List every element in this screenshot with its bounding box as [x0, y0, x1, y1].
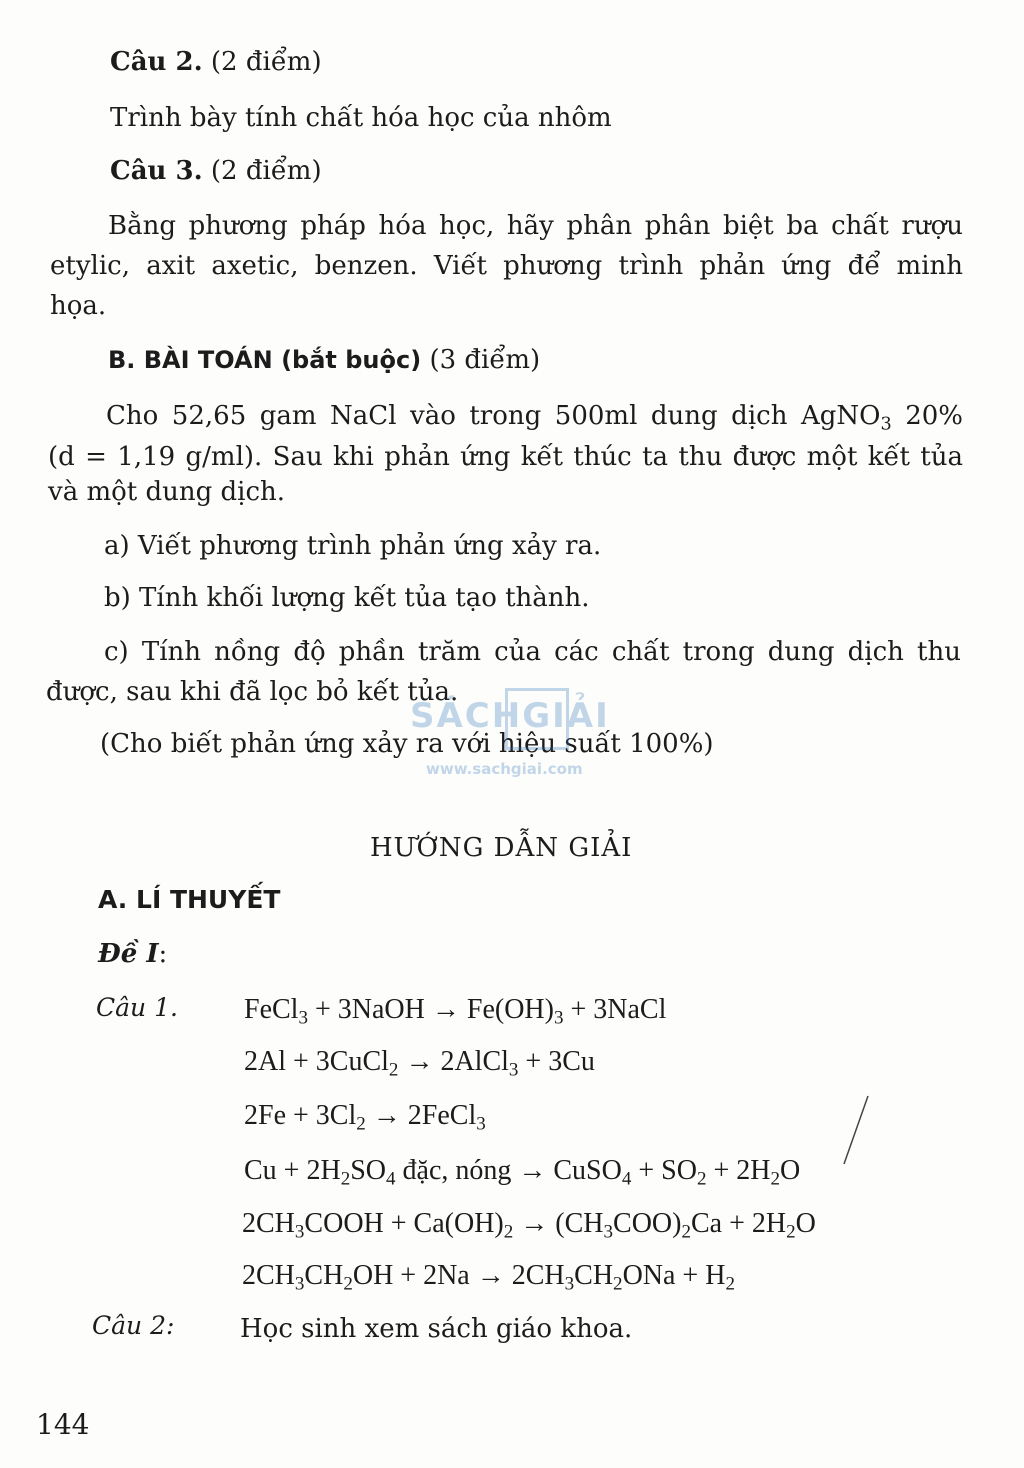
equation-text: OH + 2Na → 2CH: [352, 1260, 565, 1291]
equation-text: Cu + 2H: [244, 1155, 341, 1186]
equation-subscript: 2: [613, 1273, 623, 1295]
equation-text: + 2H: [706, 1155, 771, 1186]
question-3-line-2: etylic, axit axetic, benzen. Viết phương trình phản ứng để minh: [50, 251, 963, 281]
equation-text: FeCl: [244, 994, 299, 1025]
equation-text: 2CH: [242, 1260, 295, 1291]
equation-text: CH: [574, 1260, 614, 1291]
problem-line-1: Cho 52,65 gam NaCl vào trong 500ml dung dịch AgNO$_3$ 20%: [106, 401, 963, 435]
equation-text: 2CH: [242, 1208, 295, 1239]
watermark-url: www.sachgiai.com: [426, 760, 583, 778]
equation-text: 2Al + 3CuCl: [244, 1046, 389, 1077]
equation-text: SO: [350, 1155, 386, 1186]
equation-subscript: 2: [770, 1168, 780, 1190]
equation-3: [244, 1100, 486, 1135]
equation-text: COOH + Ca(OH): [304, 1208, 504, 1239]
problem-note: (Cho biết phản ứng xảy ra với hiệu suất 100%): [100, 729, 714, 759]
equation-subscript: 3: [476, 1113, 486, 1135]
equation-6: [242, 1260, 735, 1295]
problem-part-b: b) Tính khối lượng kết tủa tạo thành.: [104, 583, 590, 613]
equation-text: → 2AlCl: [398, 1046, 509, 1077]
equation-text: đặc, nóng → CuSO: [395, 1155, 622, 1186]
section-b-points: (3 điểm): [421, 345, 541, 375]
equation-text: Ca + 2H: [690, 1208, 787, 1239]
equation-subscript: 2: [388, 1059, 399, 1081]
watermark-brand: SÁCHGIẢI: [410, 696, 610, 736]
section-a-heading: A. LÍ THUYẾT: [98, 885, 281, 914]
equation-text: CH: [304, 1260, 344, 1291]
equation-text: 2Fe + 3Cl: [244, 1100, 357, 1131]
equation-subscript: 3: [294, 1273, 305, 1295]
equation-subscript: 2: [681, 1221, 691, 1243]
section-b-heading: [108, 344, 540, 376]
answer-2-label: Câu 2:: [92, 1311, 175, 1340]
equation-5: [242, 1208, 816, 1243]
question-2-text: Trình bày tính chất hóa học của nhôm: [110, 103, 612, 133]
equation-text: COO): [613, 1208, 682, 1239]
exam-1-label: Đề I: [98, 939, 159, 969]
equation-text: + 3NaCl: [563, 994, 667, 1025]
guide-title: HƯỚNG DẪN GIẢI: [370, 833, 633, 863]
equation-subscript: 3: [294, 1221, 305, 1243]
problem-line-2: (d = 1,19 g/ml). Sau khi phản ứng kết thúc ta thu được một kết tủa: [48, 442, 963, 472]
equation-subscript: 2: [340, 1168, 351, 1190]
equation-subscript: 2: [696, 1168, 707, 1190]
equation-subscript: 4: [386, 1168, 396, 1190]
equation-subscript: 3: [564, 1273, 575, 1295]
question-2-label: Câu 2.: [110, 47, 203, 77]
problem-part-c-line-1: c) Tính nồng độ phần trăm của các chất trong dung dịch thu: [104, 637, 961, 667]
problem-part-c-line-2: được, sau khi đã lọc bỏ kết tủa.: [46, 677, 459, 707]
equation-subscript: 3: [603, 1221, 614, 1243]
answer-2-text: Học sinh xem sách giáo khoa.: [240, 1314, 633, 1344]
equation-subscript: 2: [356, 1113, 366, 1135]
question-3-label: Câu 3.: [110, 156, 203, 186]
section-b-title: B. BÀI TOÁN (bắt buộc): [108, 346, 422, 374]
equation-subscript: 2: [725, 1273, 735, 1295]
equation-subscript: 3: [508, 1059, 519, 1081]
question-2-heading: [110, 46, 322, 78]
pen-mark: [838, 1094, 874, 1168]
equation-subscript: 2: [786, 1221, 796, 1243]
equation-text: ONa + H: [622, 1260, 726, 1291]
equation-text: O: [795, 1208, 816, 1239]
question-3-line-3: họa.: [50, 291, 107, 321]
question-3-line-1: Bằng phương pháp hóa học, hãy phân phân biệt ba chất rượu: [108, 211, 963, 241]
question-3-heading: [110, 155, 322, 187]
equation-2: [244, 1046, 595, 1081]
equation-text: + 3NaOH → Fe(OH): [307, 994, 554, 1025]
equation-text: O: [780, 1155, 801, 1186]
equation-1: [244, 994, 667, 1029]
equation-subscript: 3: [298, 1007, 308, 1029]
equation-subscript: 3: [553, 1007, 564, 1029]
equation-subscript: 4: [621, 1168, 632, 1190]
equation-subscript: 2: [503, 1221, 514, 1243]
problem-line-3: và một dung dịch.: [48, 477, 286, 507]
equation-text: + SO: [631, 1155, 697, 1186]
page-number: 144: [36, 1408, 90, 1441]
question-2-points: (2 điểm): [202, 47, 322, 77]
equation-text: → (CH: [513, 1208, 604, 1239]
answer-1-label: Câu 1.: [96, 993, 178, 1022]
equation-text: + 3Cu: [518, 1046, 595, 1077]
equation-subscript: 2: [343, 1273, 353, 1295]
question-3-points: (2 điểm): [202, 156, 322, 186]
exam-1-heading: Đề I:: [98, 939, 168, 969]
watermark: [410, 688, 610, 778]
equation-4: [244, 1155, 801, 1190]
equation-text: → 2FeCl: [365, 1100, 477, 1131]
problem-part-a: a) Viết phương trình phản ứng xảy ra.: [104, 531, 602, 561]
